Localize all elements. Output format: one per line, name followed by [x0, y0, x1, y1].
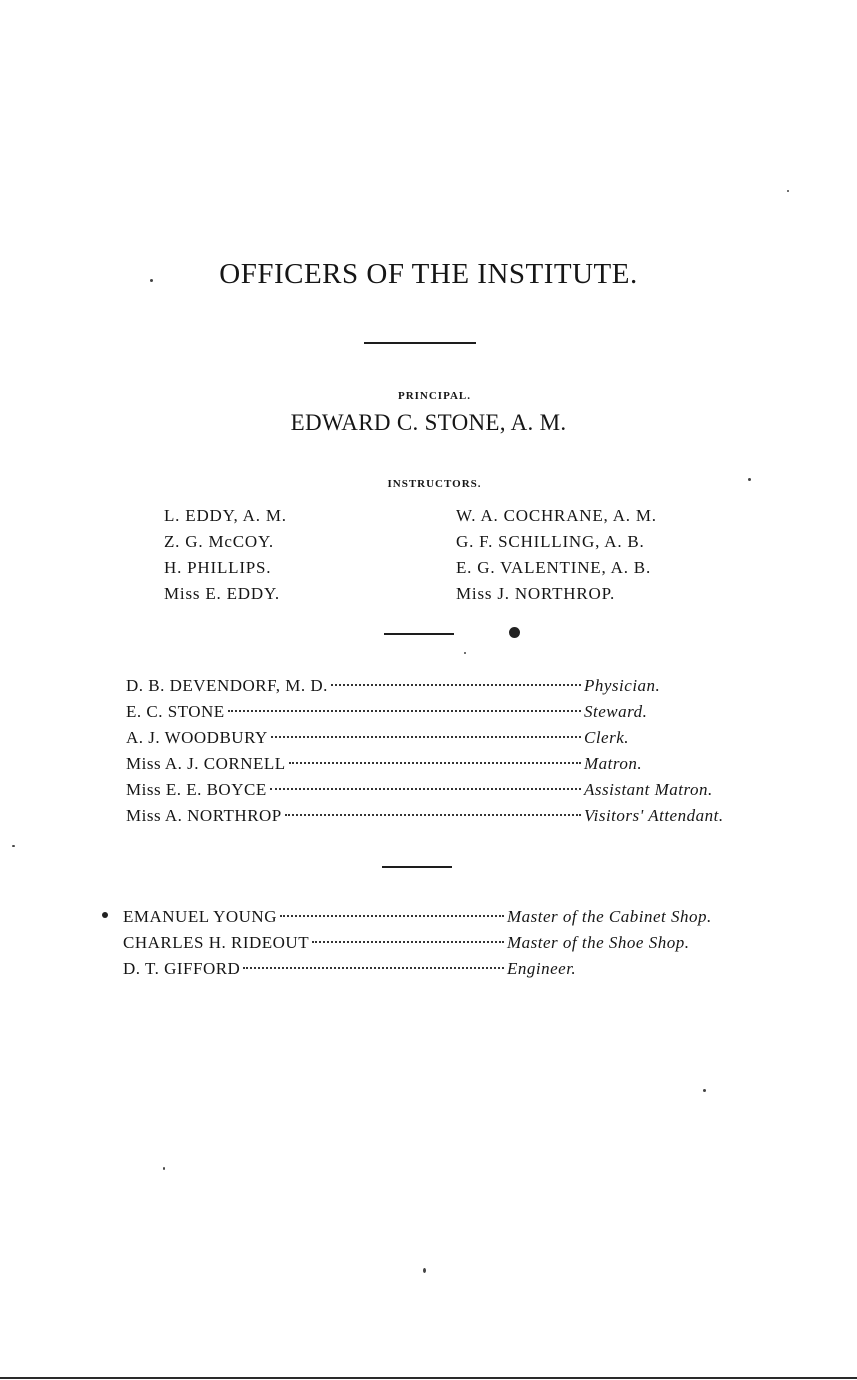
bullet-mark-icon [102, 912, 108, 918]
page-bottom-edge [0, 1377, 857, 1379]
paper-speck [703, 1089, 706, 1092]
paper-speck [150, 279, 153, 282]
officer-name: Miss A. J. CORNELL [126, 754, 286, 773]
leader-dots [228, 710, 581, 712]
officer-row [126, 803, 754, 829]
officer-name: A. J. WOODBURY [126, 728, 268, 747]
instructor-entry: E. G. VALENTINE, A. B. [456, 558, 651, 577]
paper-speck [12, 845, 15, 847]
instructors-left-column [164, 503, 287, 607]
section-divider [382, 866, 452, 868]
officer-role: Steward. [584, 702, 648, 721]
instructors-right-column [456, 503, 657, 607]
officer-role: Matron. [584, 754, 643, 773]
officer-row [126, 751, 754, 777]
staff-role: Master of the Shoe Shop. [507, 933, 690, 952]
paper-speck [163, 1167, 165, 1170]
paper-speck [464, 652, 466, 654]
officer-role: Clerk. [584, 728, 630, 747]
staff-role: Master of the Cabinet Shop. [507, 907, 712, 926]
officer-role: Assistant Matron. [584, 780, 713, 799]
staff-name: D. T. GIFFORD [123, 959, 241, 978]
principal-name: EDWARD C. STONE, A. M. [290, 410, 567, 435]
officer-name: D. B. DEVENDORF, M. D. [126, 676, 328, 695]
officer-role: Visitors' Attendant. [584, 806, 724, 825]
paper-speck [748, 478, 751, 481]
page-title: OFFICERS OF THE INSTITUTE. [219, 258, 638, 290]
officer-row [126, 699, 754, 725]
officers-list [126, 673, 754, 829]
instructor-entry: Miss E. EDDY. [164, 584, 280, 603]
paper-speck [423, 1268, 426, 1273]
shop-staff-row [123, 956, 733, 982]
shop-staff-list [123, 904, 733, 982]
officer-row [126, 725, 754, 751]
ornament-dot-icon [509, 627, 520, 638]
principal-label: PRINCIPAL. [397, 390, 472, 402]
section-divider [384, 633, 454, 635]
leader-dots [243, 967, 504, 969]
instructor-entry: G. F. SCHILLING, A. B. [456, 532, 645, 551]
instructor-entry: Miss J. NORTHROP. [456, 584, 616, 603]
instructor-entry: H. PHILLIPS. [164, 558, 272, 577]
leader-dots [285, 814, 581, 816]
leader-dots [331, 684, 581, 686]
officer-role: Physician. [584, 676, 661, 695]
shop-staff-row [123, 904, 733, 930]
shop-staff-row [123, 930, 733, 956]
leader-dots [280, 915, 504, 917]
leader-dots [271, 736, 581, 738]
title-divider [364, 342, 476, 344]
staff-role: Engineer. [507, 959, 577, 978]
instructor-entry: W. A. COCHRANE, A. M. [456, 506, 657, 525]
officer-name: E. C. STONE [126, 702, 225, 721]
officer-row [126, 673, 754, 699]
instructors-label: INSTRUCTORS. [387, 478, 482, 490]
leader-dots [289, 762, 581, 764]
leader-dots [312, 941, 504, 943]
staff-name: CHARLES H. RIDEOUT [123, 933, 310, 952]
instructor-entry: Z. G. McCOY. [164, 532, 274, 551]
instructor-entry: L. EDDY, A. M. [164, 506, 287, 525]
paper-speck [787, 190, 789, 192]
officer-row [126, 777, 754, 803]
staff-name: EMANUEL YOUNG [123, 907, 277, 926]
officer-name: Miss A. NORTHROP [126, 806, 282, 825]
officer-name: Miss E. E. BOYCE [126, 780, 267, 799]
leader-dots [270, 788, 581, 790]
